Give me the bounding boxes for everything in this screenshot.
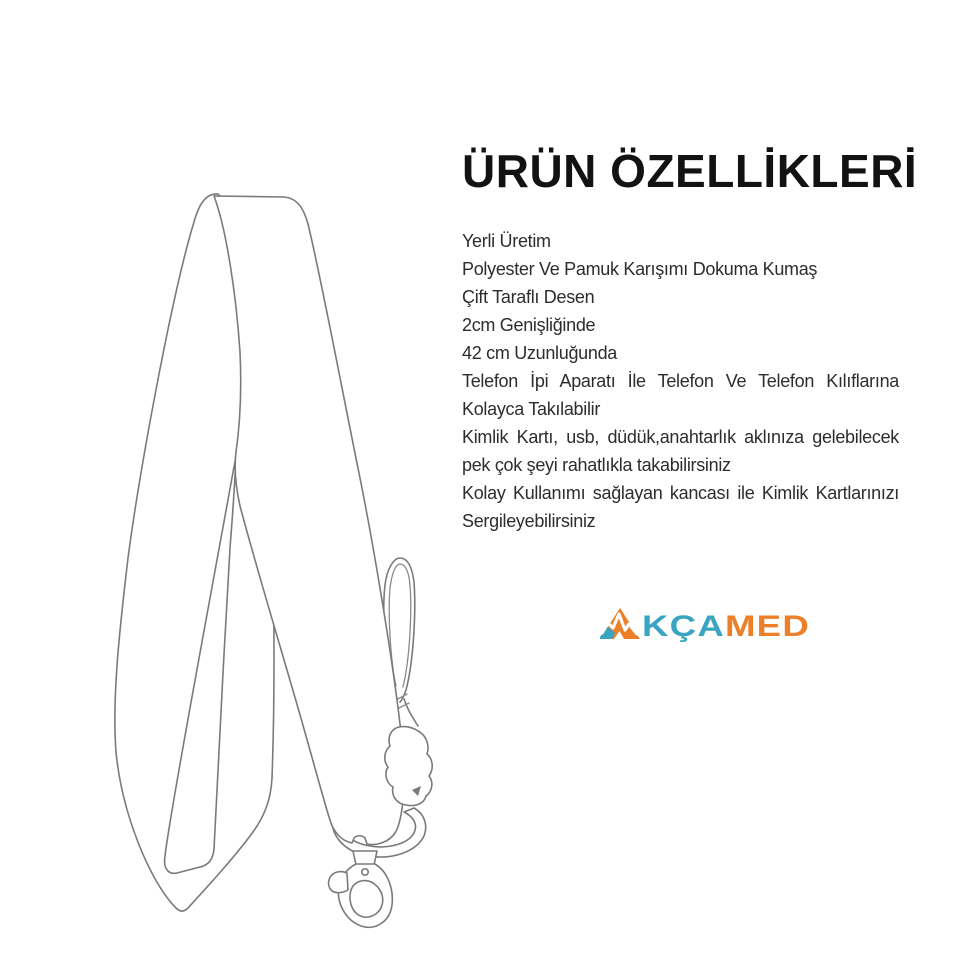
- feature-item: Kolay Kullanımı sağlayan kancası ile Kimlik Kartlarınızı Sergileyebilirsiniz: [462, 482, 899, 531]
- feature-item: Yerli Üretim: [462, 230, 551, 251]
- feature-item: Çift Taraflı Desen: [462, 286, 595, 307]
- logo-letter-a-icon: [600, 608, 640, 639]
- feature-item: Polyester Ve Pamuk Karışımı Dokuma Kumaş: [462, 258, 818, 279]
- brand-logo-svg: [598, 598, 828, 656]
- feature-item: 42 cm Uzunluğunda: [462, 342, 618, 363]
- feature-list: [462, 227, 899, 535]
- feature-item: 2cm Genişliğinde: [462, 314, 596, 335]
- lanyard-illustration: [0, 0, 460, 960]
- page-title: ÜRÜN ÖZELLİKLERİ: [462, 145, 918, 197]
- feature-item: Telefon İpi Aparatı İle Telefon Ve Telefon Kılıflarına Kolayca Takılabilir: [462, 370, 899, 419]
- logo-text-teal: KÇA: [642, 610, 710, 643]
- logo-text-orange: MED: [724, 610, 795, 643]
- lobster-clasp: [329, 851, 393, 927]
- brand-logo: [598, 598, 828, 656]
- feature-item: Kimlik Kartı, usb, düdük,anahtarlık aklınıza gelebilecek pek çok şeyi rahatlıkla takabilirsiniz: [462, 426, 899, 475]
- logo-wordmark: [642, 610, 810, 643]
- feature-panel: [462, 145, 918, 535]
